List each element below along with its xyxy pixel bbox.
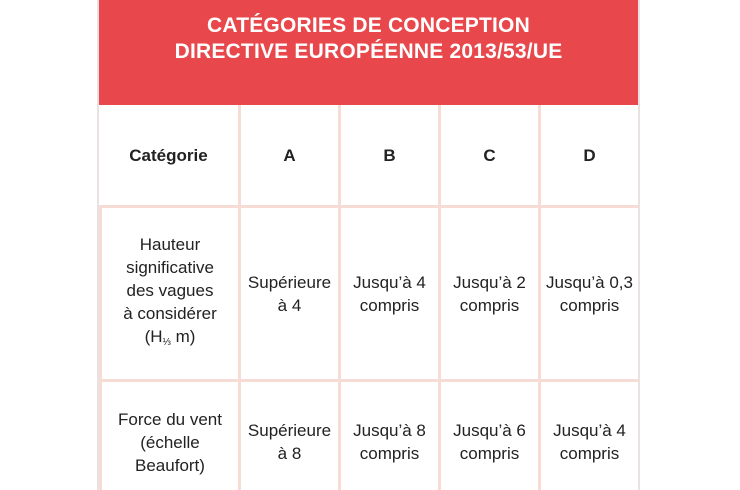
row-label-wave-height: Hauteur significative des vagues à considérer ($H_{\frac{1}{3}}$ m) <box>99 208 238 382</box>
column-header-a: A <box>238 105 338 208</box>
categories-table <box>99 105 638 490</box>
wave-cell-b: Jusqu’à 4 compris <box>338 208 438 382</box>
column-header-category: Catégorie <box>99 105 238 208</box>
design-categories-card <box>97 0 640 490</box>
subscript-one-third: ⅓ <box>162 337 171 348</box>
table-title <box>99 0 638 105</box>
column-header-b: B <box>338 105 438 208</box>
row-label-wind-force: Force du vent (échelle Beaufort) <box>99 382 238 490</box>
title-line-1: CATÉGORIES DE CONCEPTION <box>207 14 530 37</box>
column-header-c: C <box>438 105 538 208</box>
wind-cell-c: Jusqu’à 6 compris <box>438 382 538 490</box>
title-line-2: DIRECTIVE EUROPÉENNE 2013/53/UE <box>174 40 563 63</box>
wind-cell-a: Supérieure à 8 <box>238 382 338 490</box>
wave-cell-c: Jusqu’à 2 compris <box>438 208 538 382</box>
wind-cell-d: Jusqu’à 4 compris <box>538 382 638 490</box>
wave-cell-d: Jusqu’à 0,3 compris <box>538 208 638 382</box>
wind-cell-b: Jusqu’à 8 compris <box>338 382 438 490</box>
column-header-d: D <box>538 105 638 208</box>
wave-cell-a: Supérieure à 4 <box>238 208 338 382</box>
